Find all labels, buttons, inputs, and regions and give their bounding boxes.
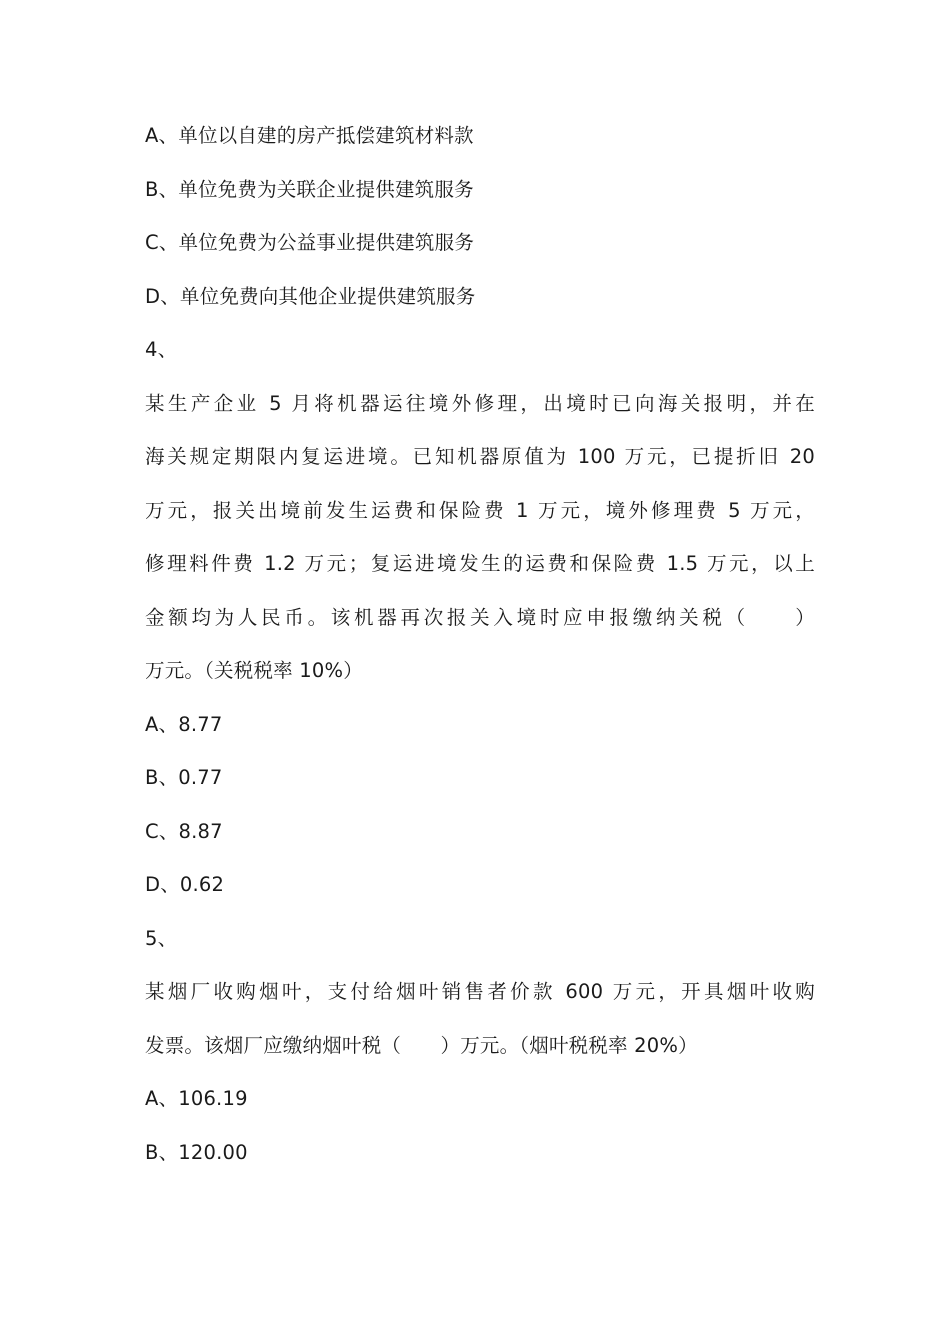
q4-option-c: C、8.87 bbox=[145, 819, 223, 843]
document-content bbox=[145, 109, 815, 1179]
q4-stem-line: 修理料件费 1.2 万元；复运进境发生的运费和保险费 1.5 万元，以上 bbox=[145, 552, 815, 575]
q5-stem bbox=[145, 965, 815, 1072]
q4-stem-line: 某生产企业 5 月将机器运往境外修理，出境时已向海关报明，并在 bbox=[145, 391, 815, 415]
q5-option-b: B、120.00 bbox=[145, 1140, 248, 1164]
q4-option-b: B、0.77 bbox=[145, 766, 223, 789]
q5-stem-line: 某烟厂收购烟叶，支付给烟叶销售者价款 600 万元，开具烟叶收购 bbox=[145, 980, 815, 1003]
q3-option-c: C、单位免费为公益事业提供建筑服务 bbox=[145, 231, 475, 254]
q4-stem bbox=[145, 377, 815, 698]
q3-option-b: B、单位免费为关联企业提供建筑服务 bbox=[145, 177, 474, 201]
q4-option-d: D、0.62 bbox=[145, 873, 225, 896]
q4-stem-line: 金额均为人民币。该机器再次报关入境时应申报缴纳关税（ ） bbox=[145, 605, 815, 629]
q4-option-a: A、8.77 bbox=[145, 712, 223, 736]
q4-stem-line: 万元。（关税税率 10%） bbox=[145, 659, 363, 682]
q5-number: 5、 bbox=[145, 926, 178, 950]
q4-stem-line: 万元，报关出境前发生运费和保险费 1 万元，境外修理费 5 万元， bbox=[145, 498, 815, 522]
q4-stem-line: 海关规定期限内复运进境。已知机器原值为 100 万元，已提折旧 20 bbox=[145, 445, 815, 468]
q5-option-a: A、106.19 bbox=[145, 1087, 248, 1110]
q3-option-a: A、单位以自建的房产抵偿建筑材料款 bbox=[145, 124, 474, 147]
q5-stem-line: 发票。该烟厂应缴纳烟叶税（ ）万元。（烟叶税税率 20%） bbox=[145, 1033, 698, 1057]
q3-option-d: D、单位免费向其他企业提供建筑服务 bbox=[145, 284, 476, 308]
q4-number: 4、 bbox=[145, 338, 178, 361]
